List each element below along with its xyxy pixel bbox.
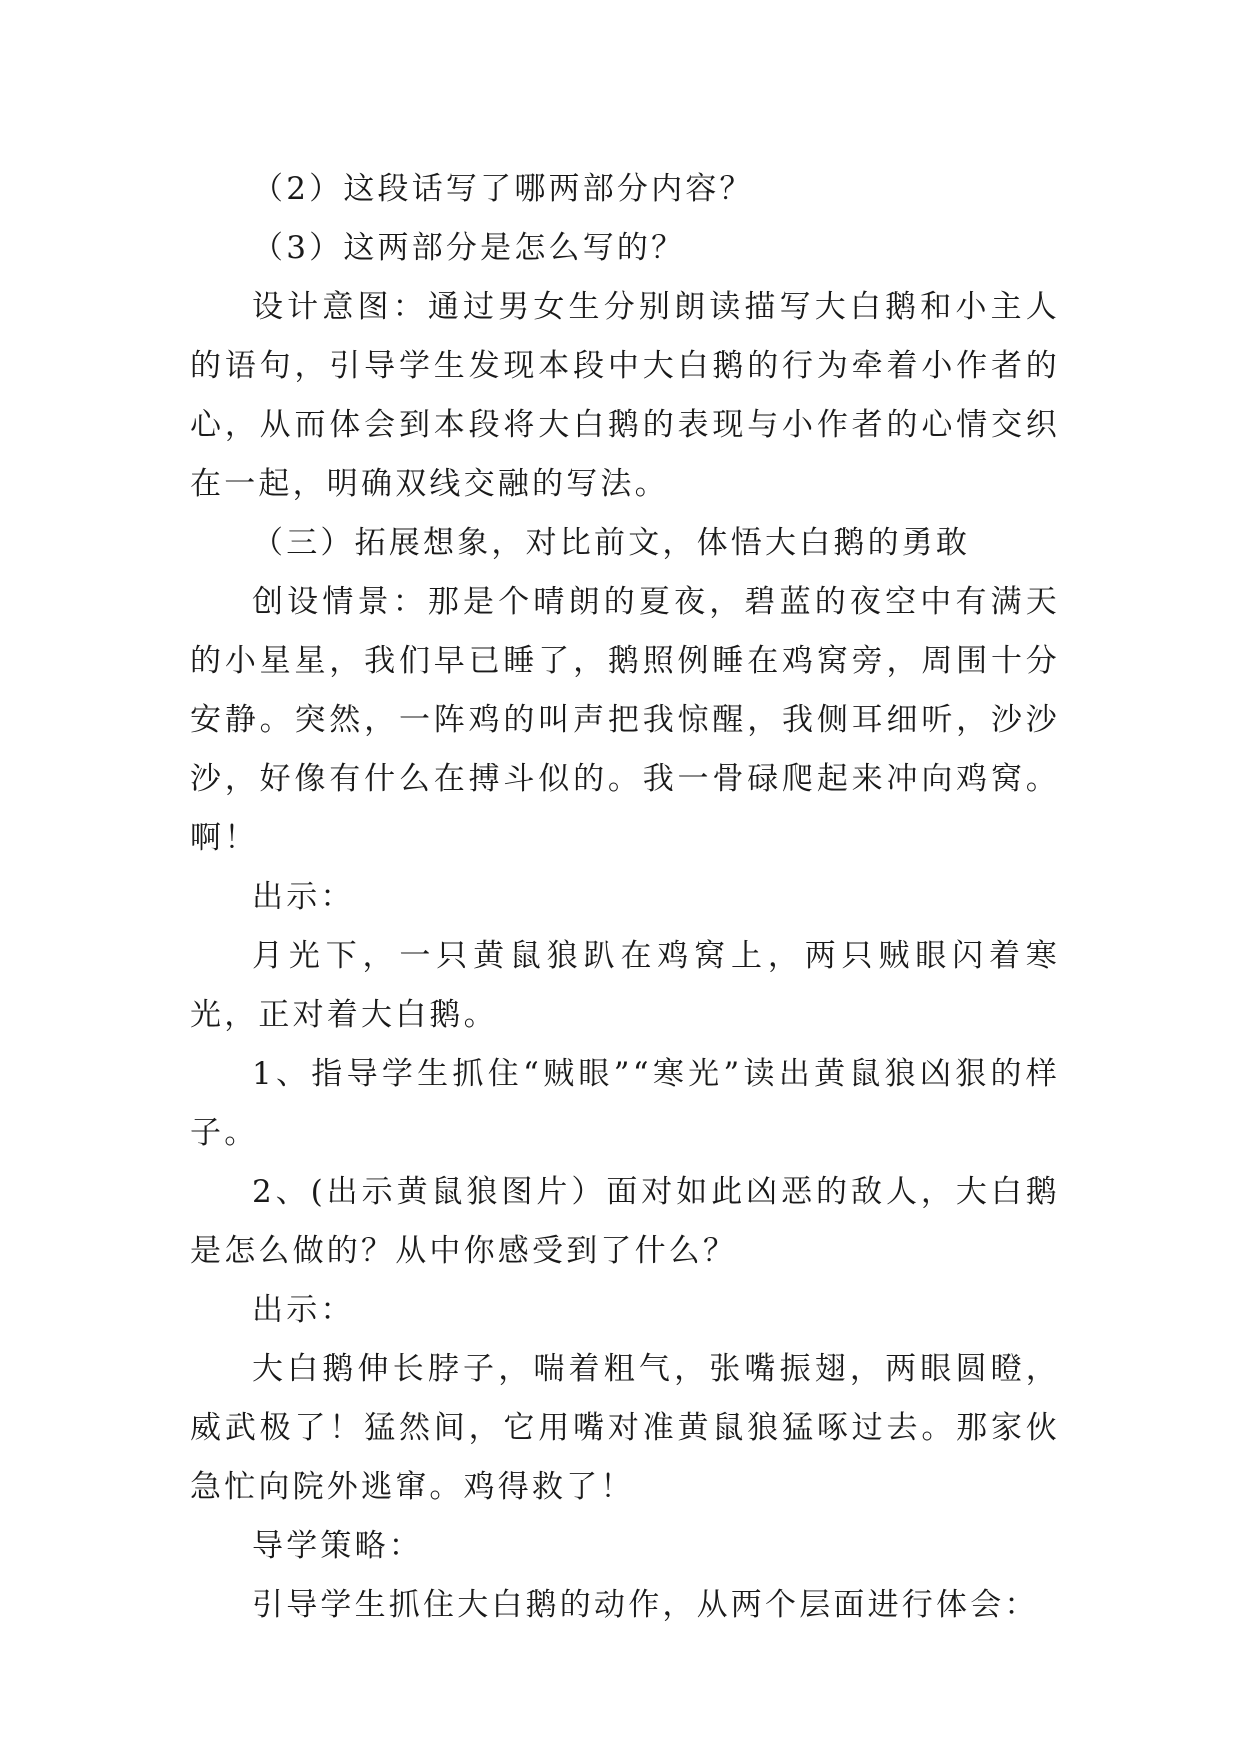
show-label-2: 出示：	[252, 1292, 355, 1328]
section-heading-3: （三）拓展想象，对比前文，体悟大白鹅的勇敢	[252, 525, 971, 561]
strategy-text: 引导学生抓住大白鹅的动作，从两个层面进行体会：	[252, 1587, 1039, 1623]
show-label-1: 出示：	[252, 879, 355, 915]
question-3: （3）这两部分是怎么写的？	[252, 230, 686, 266]
step-1: 1、指导学生抓住“贼眼”“寒光”读出黄鼠狼凶狠的样子。	[190, 1056, 1060, 1151]
document-body	[190, 160, 1060, 1635]
goose-passage: 大白鹅伸长脖子，喘着粗气，张嘴振翅，两眼圆瞪，威武极了！猛然间，它用嘴对准黄鼠狼猛啄过去。那家伙急忙向院外逃窜。鸡得救了！	[190, 1351, 1060, 1505]
moonlight-passage: 月光下，一只黄鼠狼趴在鸡窝上，两只贼眼闪着寒光，正对着大白鹅。	[190, 938, 1060, 1033]
step-2: 2、(出示黄鼠狼图片）面对如此凶恶的敌人，大白鹅是怎么做的？从中你感受到了什么？	[190, 1174, 1060, 1269]
strategy-label: 导学策略：	[252, 1528, 423, 1564]
question-2: （2）这段话写了哪两部分内容？	[252, 171, 754, 207]
design-intent: 设计意图：通过男女生分别朗读描写大白鹅和小主人的语句，引导学生发现本段中大白鹅的行为牵着小作者的心，从而体会到本段将大白鹅的表现与小作者的心情交织在一起，明确双线交融的写法。	[190, 289, 1060, 502]
scenario-paragraph: 创设情景：那是个晴朗的夏夜，碧蓝的夜空中有满天的小星星，我们早已睡了，鹅照例睡在鸡窝旁，周围十分安静。突然，一阵鸡的叫声把我惊醒，我侧耳细听，沙沙沙，好像有什么在搏斗似的。我一骨碌爬起来冲向鸡窝。啊！	[190, 584, 1060, 856]
